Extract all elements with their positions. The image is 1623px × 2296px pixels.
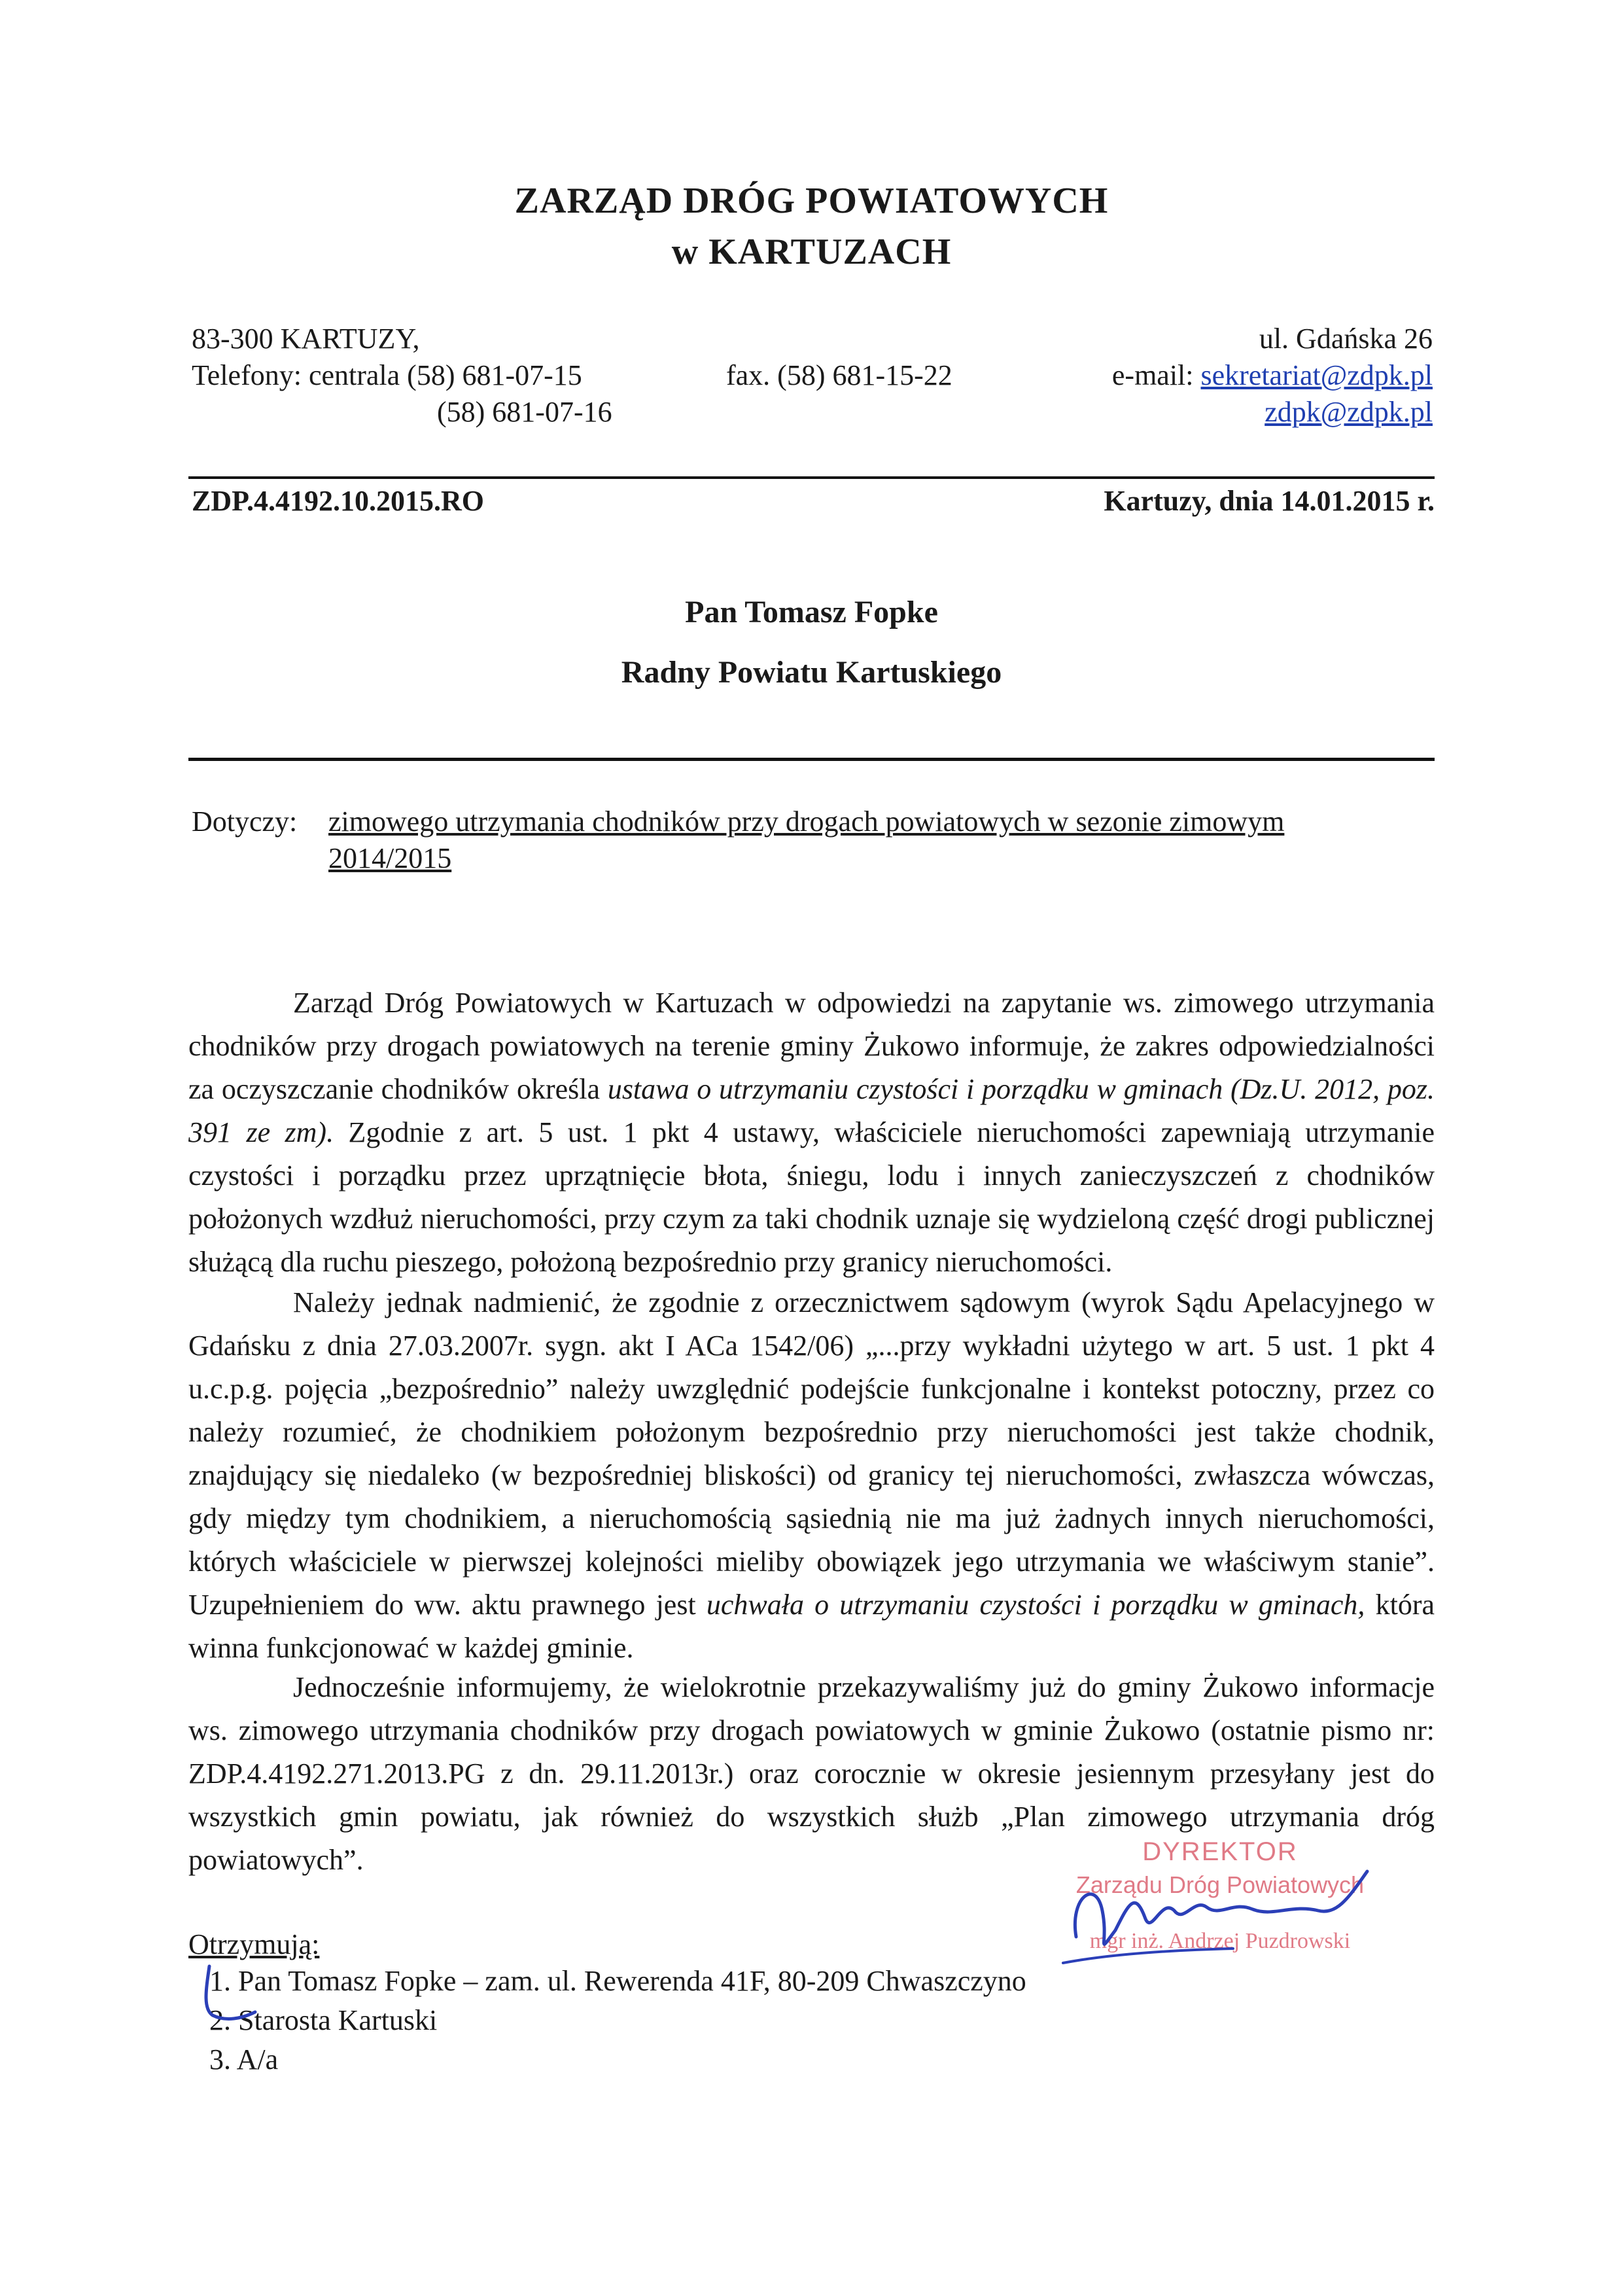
phone-secondary: (58) 681-07-16 bbox=[437, 396, 612, 428]
recipient-name: Pan Tomasz Fopke bbox=[685, 595, 938, 629]
checkmark-annotation bbox=[190, 1956, 268, 2041]
email-link-general[interactable]: zdpk@zdpk.pl bbox=[1265, 396, 1433, 428]
stamp-office: Zarządu Dróg Powiatowych bbox=[1075, 1871, 1365, 1898]
paragraph-2-text-a: Należy jednak nadmienić, że zgodnie z orzecznictwem sądowym (wyrok Sądu Apelacyjnego w Gdańsku z dnia 27.03.2007r. sygn. akt I ACa 1542/06) „...przy wykładni użytego w art. 5 ust. 1 pkt 4 u.c.p.g. pojęcia „bezpośrednio” należy uwzględnić podejście funkcjonalne i kontekst potoczny, przez co należy rozumieć, że chodnikiem położonym bezpośrednio przy nieruchomości jest także chodnik, znajdujący się niedaleko (w bezpośredniej bliskości) od granicy tej nieruchomości, zwłaszcza wówczas, gdy między tym chodnikiem, a nieruchomością sąsiednią nie ma już żadnych innych nieruchomości, których właściciele w pierwszej kolejności mieliby obowiązek jego utrzymania we właściwym stanie”. Uzupełnieniem do ww. aktu prawnego jest bbox=[188, 1286, 1435, 1621]
distribution-item-2: 2. Starosta Kartuski bbox=[209, 2004, 438, 2036]
reference-number: ZDP.4.4192.10.2015.RO bbox=[192, 485, 484, 517]
subject-label: Dotyczy: bbox=[192, 805, 298, 838]
recipient-divider bbox=[188, 758, 1435, 761]
fax-number: fax. (58) 681-15-22 bbox=[726, 359, 952, 391]
street-address: ul. Gdańska 26 bbox=[1259, 323, 1433, 355]
paragraph-1-text-a: Zarząd Dróg Powiatowych w Kartuzach w odpowiedzi na zapytanie ws. zimowego utrzymania chodników przy drogach powiatowych na terenie gminy Żukowo informuje, że zakres odpowiedzialności za oczyszczanie chodników określa bbox=[188, 987, 1435, 1105]
email-label: e-mail: bbox=[1111, 359, 1194, 391]
distribution-label: Otrzymują: bbox=[188, 1928, 320, 1960]
paragraph-1-text-b: Zgodnie z art. 5 ust. 1 pkt 4 ustawy, właściciele nieruchomości zapewniają utrzymanie czystości i porządku przez uprzątnięcie błota, śniegu, lodu i innych zanieczyszczeń z chodników położonych wzdłuż nieruchomości, przy czym za taki chodnik uznaje się wydzieloną część drogi publicznej służącą dla ruchu pieszego, położoną bezpośrednio przy granicy nieruchomości. bbox=[188, 1116, 1435, 1278]
recipient-title: Radny Powiatu Kartuskiego bbox=[621, 655, 1002, 690]
stamp-title: DYREKTOR bbox=[1142, 1837, 1298, 1866]
header-divider bbox=[188, 476, 1435, 479]
stamp-signatory: mgr inż. Andrzej Puzdrowski bbox=[1089, 1929, 1351, 1953]
paragraph-2-resolution-citation: uchwała o utrzymaniu czystości i porządku w gminach, bbox=[706, 1589, 1365, 1621]
distribution-item-3: 3. A/a bbox=[209, 2043, 279, 2075]
email-link-secretariat[interactable]: sekretariat@zdpk.pl bbox=[1200, 359, 1433, 391]
email-row bbox=[1060, 357, 1433, 394]
organization-name: ZARZĄD DRÓG POWIATOWYCH bbox=[514, 181, 1109, 221]
paragraph-1-act-citation: ustawa o utrzymaniu czystości i porządku w gminach (Dz.U. 2012, poz. 391 ze zm). bbox=[188, 1073, 1435, 1148]
subject-text bbox=[328, 804, 1440, 877]
contact-block bbox=[1060, 321, 1433, 431]
director-stamp bbox=[1037, 1832, 1403, 1989]
subject-line-2: 2014/2015 bbox=[328, 842, 452, 874]
handwritten-signature bbox=[1037, 1832, 1403, 1989]
body-paragraph-1 bbox=[188, 981, 1435, 1284]
body-paragraph-3: Jednocześnie informujemy, że wielokrotnie przekazywaliśmy już do gminy Żukowo informacje ws. zimowego utrzymania chodników przy drogach powiatowych w gminie Żukowo (ostatnie pismo nr: ZDP.4.4192.271.2013.PG z dn. 29.11.2013r.) oraz corocznie w okresie jesiennym przesyłany jest do wszystkich gmin powiatu, jak również do wszystkich służb „Plan zimowego utrzymania dróg powiatowych”. bbox=[188, 1671, 1435, 1876]
phone-central: Telefony: centrala (58) 681-07-15 bbox=[192, 359, 582, 391]
paragraph-2-text-b: która winna funkcjonować w każdej gminie. bbox=[188, 1589, 1435, 1664]
distribution-item-1: 1. Pan Tomasz Fopke – zam. ul. Rewerenda 41F, 80-209 Chwaszczyno bbox=[209, 1965, 1026, 1997]
place-date: Kartuzy, dnia 14.01.2015 r. bbox=[1104, 485, 1435, 517]
organization-city: w KARTUZACH bbox=[671, 232, 952, 272]
address-block bbox=[192, 321, 612, 431]
subject-line-1: zimowego utrzymania chodników przy drogach powiatowych w sezonie zimowym bbox=[328, 805, 1285, 838]
postal-code: 83-300 KARTUZY, bbox=[192, 323, 420, 355]
body-paragraph-2 bbox=[188, 1281, 1435, 1670]
